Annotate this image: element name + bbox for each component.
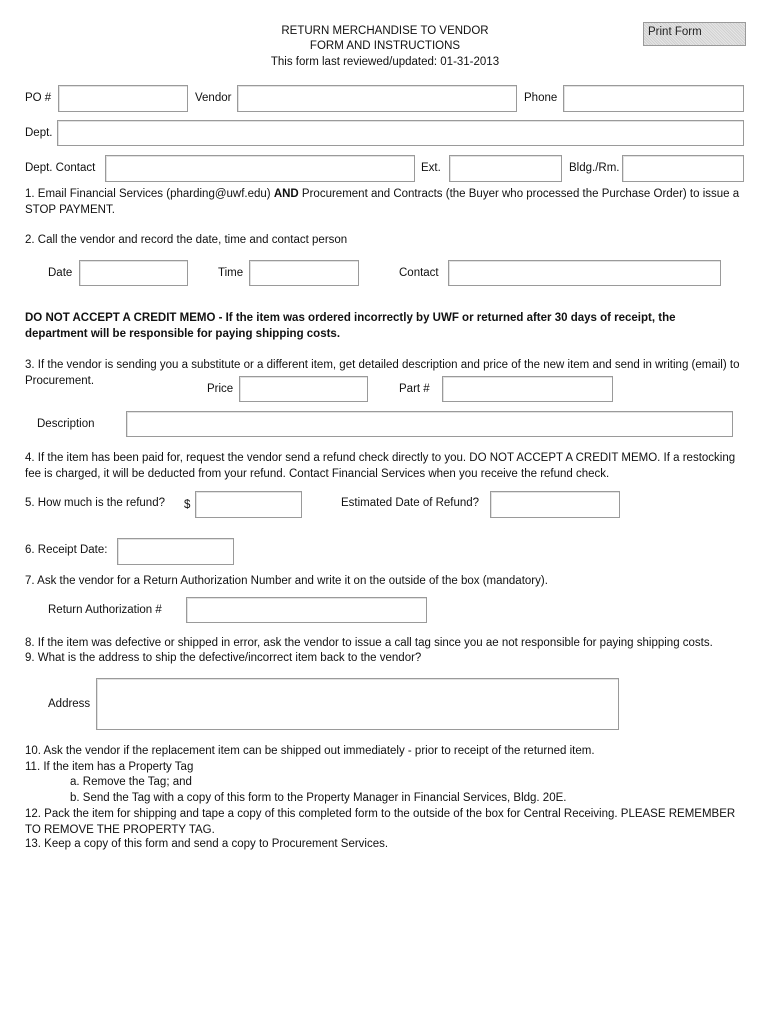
phone-label: Phone [524,92,558,104]
form-reviewed-date: This form last reviewed/updated: 01-31-2013 [270,56,500,68]
refund-amount-field[interactable] [195,491,302,518]
call-time-field[interactable] [249,260,359,286]
vendor-field[interactable] [237,85,517,112]
dept-label: Dept. [25,127,53,139]
print-form-button[interactable]: Print Form [643,22,746,46]
vendor-label: Vendor [195,92,232,104]
part-label: Part # [399,383,430,395]
step-3-text: 3. If the vendor is sending you a substitute or a different item, get detailed description and price of the new item and send in writing (email) to Procurement. [25,359,740,387]
step-11a-text: a. Remove the Tag; and [70,776,192,788]
step-13-text: 13. Keep a copy of this form and send a copy to Procurement Services. [25,838,389,850]
form-subtitle: FORM AND INSTRUCTIONS [309,40,461,52]
bldg-label: Bldg./Rm. [569,162,620,174]
ext-label: Ext. [421,162,441,174]
step-10-text: 10. Ask the vendor if the replacement item can be shipped out immediately - prior to receipt of the returned item. [25,745,595,757]
contact-label: Contact [399,267,439,279]
step-9-text: 9. What is the address to ship the defective/incorrect item back to the vendor? [25,652,422,664]
estimated-date-label: Estimated Date of Refund? [341,497,480,509]
price-field[interactable] [239,376,368,402]
step-11b-text: b. Send the Tag with a copy of this form to the Property Manager in Financial Services, Bldg. 20E. [70,792,567,804]
step-1-part-a: 1. Email Financial Services (pharding@uwf.edu) [25,188,274,200]
dept-contact-label: Dept. Contact [25,162,96,174]
estimated-refund-date-field[interactable] [490,491,620,518]
address-label: Address [48,698,91,710]
dept-contact-field[interactable] [105,155,415,182]
po-label: PO # [25,92,52,104]
dept-field[interactable] [57,120,744,146]
date-label: Date [48,267,73,279]
price-label: Price [207,383,234,395]
step-1-and: AND [273,188,299,200]
phone-field[interactable] [563,85,744,112]
step-12-text: 12. Pack the item for shipping and tape a copy of this completed form to the outside of the box for Central Receiving. PLEASE REMEMBER TO REMOVE THE PROPERTY TAG. [25,808,736,836]
credit-memo-warning: DO NOT ACCEPT A CREDIT MEMO - If the item was ordered incorrectly by UWF or returned after 30 days of receipt, the department will be responsible for paying shipping costs. [25,312,676,340]
step-11-text: 11. If the item has a Property Tag [25,761,194,773]
return-authorization-field[interactable] [186,597,427,623]
rma-label: Return Authorization # [48,604,162,616]
step-1-part-b: Procurement and Contracts (the Buyer who processed the Purchase Order) to issue a STOP PAYMENT. [25,188,740,216]
call-date-field[interactable] [79,260,188,286]
step-8-text: 8. If the item was defective or shipped in error, ask the vendor to issue a call tag since you ae not responsible for paying shipping costs. [25,637,713,649]
part-number-field[interactable] [442,376,613,402]
receipt-date-field[interactable] [117,538,234,565]
contact-person-field[interactable] [448,260,721,286]
description-label: Description [37,418,95,430]
step-4-text: 4. If the item has been paid for, request the vendor send a refund check directly to you. DO NOT ACCEPT A CREDIT MEMO. If a restocking fee is charged, it will be deducted from your refund. Contact Financial Services when you receive the refund check. [25,452,736,480]
bldg-room-field[interactable] [622,155,744,182]
form-title: RETURN MERCHANDISE TO VENDOR [281,25,489,37]
description-field[interactable] [126,411,733,437]
step-1-text [25,187,747,218]
step-2-text: 2. Call the vendor and record the date, time and contact person [25,234,348,246]
refund-amount-label: 5. How much is the refund? [25,497,165,509]
address-field[interactable] [96,678,619,730]
receipt-date-label: 6. Receipt Date: [25,544,108,556]
time-label: Time [218,267,244,279]
step-7-text: 7. Ask the vendor for a Return Authorization Number and write it on the outside of the box (mandatory). [25,575,548,587]
dollar-sign: $ [184,499,191,511]
po-number-field[interactable] [58,85,188,112]
ext-field[interactable] [449,155,562,182]
